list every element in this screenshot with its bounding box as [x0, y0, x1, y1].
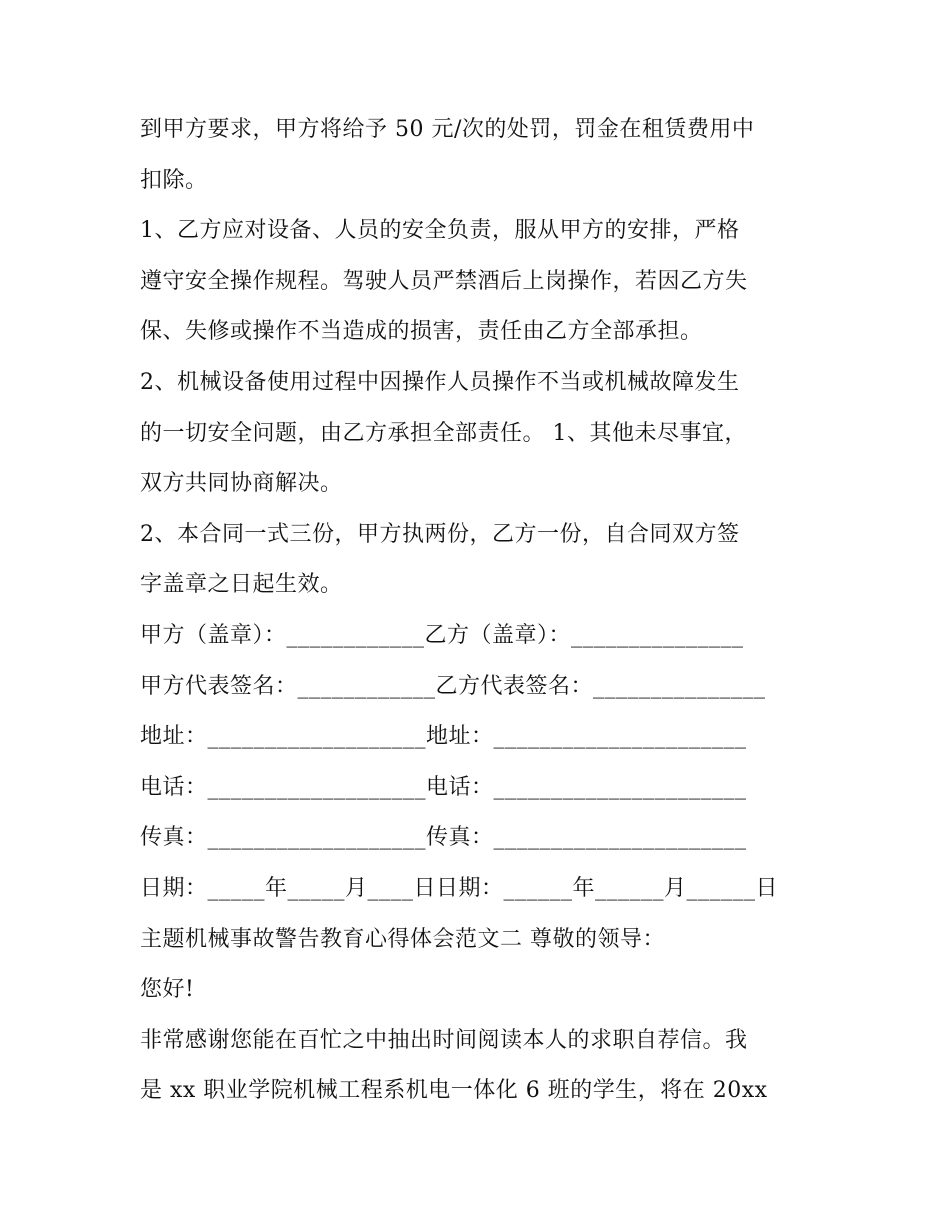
text-line: 2、本合同一式三份，甲方执两份，乙方一份，自合同双方签: [140, 522, 740, 547]
signature-line: 日期：_____年_____月____日日期：______年______月______日: [140, 876, 779, 901]
text-line: 双方共同协商解决。: [140, 471, 343, 496]
text-line: 主题机械事故警告教育心得体会范文二 尊敬的领导：: [140, 927, 665, 952]
text-line: 保、失修或操作不当造成的损害，责任由乙方全部承担。: [140, 319, 703, 344]
text-line: 遵守安全操作规程。驾驶人员严禁酒后上岗操作，若因乙方失: [140, 269, 748, 294]
text-line: 2、机械设备使用过程中因操作人员操作不当或机械故障发生: [140, 370, 740, 395]
signature-line: 电话：___________________电话：______________________: [140, 775, 747, 800]
text-line: 是 xx 职业学院机械工程系机电一体化 6 班的学生，将在 20xx: [140, 1078, 768, 1103]
signature-line: 甲方代表签名：____________乙方代表签名：_______________: [140, 674, 766, 699]
text-line: 到甲方要求，甲方将给予 50 元/次的处罚，罚金在租赁费用中: [140, 117, 755, 142]
signature-line: 地址：___________________地址：______________________: [140, 724, 747, 749]
text-line: 您好!: [140, 977, 195, 1002]
text-line: 的一切安全问题，由乙方承担全部责任。 1、其他未尽事宜，: [140, 421, 747, 446]
text-line: 非常感谢您能在百忙之中抽出时间阅读本人的求职自荐信。我: [140, 1028, 748, 1053]
text-line: 1、乙方应对设备、人员的安全负责，服从甲方的安排，严格: [140, 218, 740, 243]
text-line: 扣除。: [140, 168, 208, 193]
text-line: 字盖章之日起生效。: [140, 572, 343, 597]
signature-line: 甲方（盖章）：____________乙方（盖章）：_______________: [140, 623, 744, 648]
signature-line: 传真：___________________传真：______________________: [140, 825, 747, 850]
